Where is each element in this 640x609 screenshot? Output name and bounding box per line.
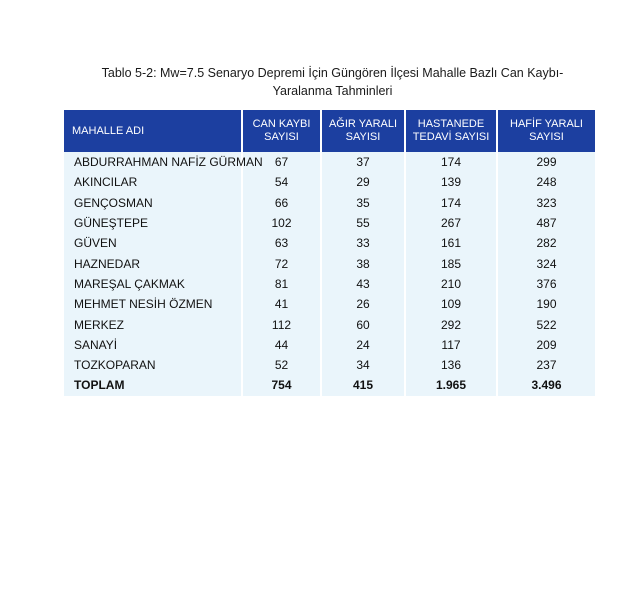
cell-can-kaybi: 66: [243, 193, 322, 213]
table-row: [64, 172, 595, 192]
cell-hastanede-tedavi: 174: [406, 152, 498, 172]
cell-hafif-yarali: 522: [498, 314, 595, 334]
cell-hafif-yarali: 324: [498, 253, 595, 273]
table-row: [64, 314, 595, 334]
cell-agir-yarali: 29: [322, 172, 406, 192]
cell-hafif-yarali: 487: [498, 213, 595, 233]
header-label-line: HAFİF YARALI: [510, 118, 583, 130]
cell-mahalle: MAREŞAL ÇAKMAK: [64, 274, 243, 294]
table-row: [64, 355, 595, 375]
header-label-line: CAN KAYBI: [252, 118, 311, 130]
cell-agir-yarali: 37: [322, 152, 406, 172]
cell-mahalle: MERKEZ: [64, 314, 243, 334]
header-label-line: SAYISI: [345, 131, 381, 143]
cell-mahalle: ABDURRAHMAN NAFİZ GÜRMAN: [64, 152, 243, 172]
cell-hastanede-tedavi: 117: [406, 335, 498, 355]
cell-hafif-yarali: 209: [498, 335, 595, 355]
cell-mahalle: HAZNEDAR: [64, 253, 243, 273]
cell-agir-yarali: 55: [322, 213, 406, 233]
header-row: [64, 110, 595, 152]
total-cell-hafif-yarali: 3.496: [498, 375, 595, 395]
cell-can-kaybi: 41: [243, 294, 322, 314]
cell-hafif-yarali: 323: [498, 193, 595, 213]
cell-hastanede-tedavi: 210: [406, 274, 498, 294]
header-label-line: HASTANEDE: [417, 118, 485, 130]
header-label-line: MAHALLE ADI: [72, 124, 145, 137]
cell-agir-yarali: 38: [322, 253, 406, 273]
table-body: [64, 152, 595, 396]
caption-line-1: Tablo 5-2: Mw=7.5 Senaryo Depremi İçin Güngören İlçesi Mahalle Bazlı Can Kaybı-: [101, 66, 564, 80]
header-label-line: AĞIR YARALI: [328, 118, 398, 130]
total-cell-hastanede-tedavi: 1.965: [406, 375, 498, 395]
cell-hastanede-tedavi: 139: [406, 172, 498, 192]
cell-can-kaybi: 63: [243, 233, 322, 253]
cell-hastanede-tedavi: 185: [406, 253, 498, 273]
cell-mahalle: SANAYİ: [64, 335, 243, 355]
cell-agir-yarali: 24: [322, 335, 406, 355]
cell-can-kaybi: 54: [243, 172, 322, 192]
cell-hafif-yarali: 282: [498, 233, 595, 253]
cell-can-kaybi: 102: [243, 213, 322, 233]
cell-hastanede-tedavi: 161: [406, 233, 498, 253]
cell-agir-yarali: 34: [322, 355, 406, 375]
cell-can-kaybi: 81: [243, 274, 322, 294]
casualty-table: [64, 110, 595, 396]
cell-mahalle: MEHMET NESİH ÖZMEN: [64, 294, 243, 314]
table-row: [64, 213, 595, 233]
cell-hafif-yarali: 237: [498, 355, 595, 375]
cell-hastanede-tedavi: 174: [406, 193, 498, 213]
cell-can-kaybi: 67: [243, 152, 322, 172]
table-row: [64, 152, 595, 172]
total-cell-agir-yarali: 415: [322, 375, 406, 395]
table-row: [64, 335, 595, 355]
cell-hastanede-tedavi: 136: [406, 355, 498, 375]
total-label: TOPLAM: [64, 375, 243, 395]
cell-hafif-yarali: 299: [498, 152, 595, 172]
table-row: [64, 233, 595, 253]
table-row: [64, 253, 595, 273]
cell-hafif-yarali: 376: [498, 274, 595, 294]
cell-agir-yarali: 26: [322, 294, 406, 314]
cell-mahalle: GÜNEŞTEPE: [64, 213, 243, 233]
cell-hastanede-tedavi: 109: [406, 294, 498, 314]
cell-agir-yarali: 43: [322, 274, 406, 294]
table-row: [64, 274, 595, 294]
caption-line-2: Yaralanma Tahminleri: [272, 84, 393, 98]
table-caption: [60, 64, 605, 100]
cell-agir-yarali: 33: [322, 233, 406, 253]
table-row: [64, 294, 595, 314]
cell-hastanede-tedavi: 267: [406, 213, 498, 233]
cell-hafif-yarali: 248: [498, 172, 595, 192]
cell-can-kaybi: 72: [243, 253, 322, 273]
cell-can-kaybi: 52: [243, 355, 322, 375]
header-agir-yarali: [322, 110, 406, 152]
cell-hafif-yarali: 190: [498, 294, 595, 314]
header-label-line: SAYISI: [264, 131, 299, 143]
table-row: [64, 193, 595, 213]
cell-can-kaybi: 112: [243, 314, 322, 334]
header-label-line: TEDAVİ SAYISI: [412, 131, 490, 143]
cell-agir-yarali: 60: [322, 314, 406, 334]
header-hafif-yarali: [498, 110, 595, 152]
header-can-kaybi: [243, 110, 322, 152]
cell-mahalle: GENÇOSMAN: [64, 193, 243, 213]
header-hastanede-tedavi: [406, 110, 498, 152]
table-header: [64, 110, 595, 152]
cell-mahalle: AKINCILAR: [64, 172, 243, 192]
total-row: [64, 375, 595, 395]
cell-mahalle: TOZKOPARAN: [64, 355, 243, 375]
cell-can-kaybi: 44: [243, 335, 322, 355]
total-cell-can-kaybi: 754: [243, 375, 322, 395]
header-label-line: SAYISI: [529, 131, 564, 143]
header-mahalle-adi: [64, 110, 243, 152]
cell-mahalle: GÜVEN: [64, 233, 243, 253]
cell-agir-yarali: 35: [322, 193, 406, 213]
cell-hastanede-tedavi: 292: [406, 314, 498, 334]
